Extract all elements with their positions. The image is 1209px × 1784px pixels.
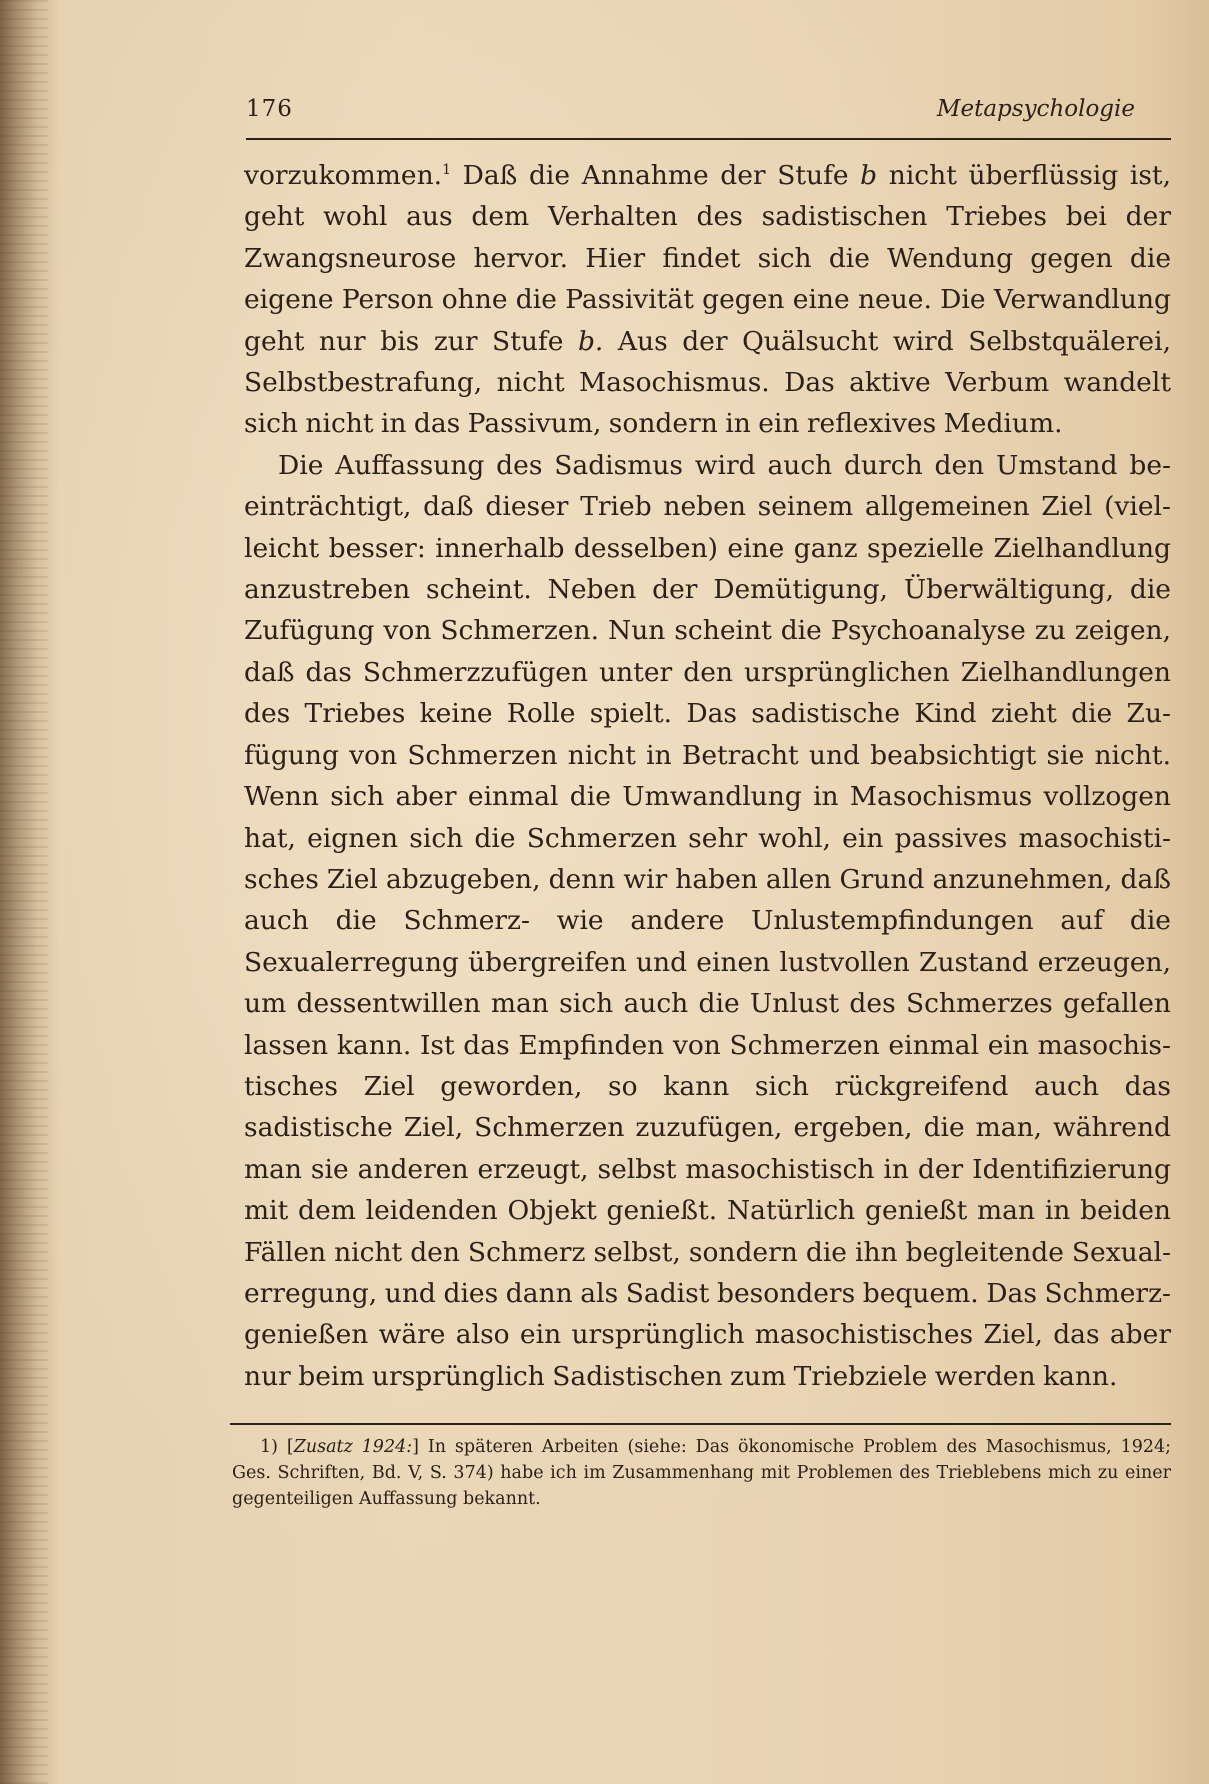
footnote-close-bracket: ]	[412, 1437, 419, 1457]
paragraph-1-start: vorzukommen.	[244, 160, 443, 191]
header-rule	[246, 138, 1171, 140]
binding-shadow	[0, 0, 48, 1784]
paragraph-1-text-b: nicht überflüssig ist, geht wohl aus dem Verhalten des sadistischen Triebes bei der Zwangsneurose hervor. Hier findet sich die Wendung gegen die eigene Person ohne die Passivität gegen eine neue. Die Verwandlung geht nur bis zur Stufe	[244, 160, 1171, 357]
paragraph-1-text-c: Aus der Quälsucht wird Selbstquälerei, Selbstbestrafung, nicht Masochismus. Das aktive Verbum wandelt sich nicht in das Passivum, sondern in ein reflexives Medium.	[244, 325, 1171, 440]
stufe-b-italic: b	[860, 160, 878, 191]
stufe-b-italic-2: b.	[577, 325, 604, 357]
footnote-marker: 1) [	[260, 1437, 294, 1457]
body-text	[244, 155, 1171, 1397]
footnote-rule	[230, 1423, 1171, 1425]
page-header	[246, 96, 1171, 132]
paragraph-2: Die Auffassung des Sadismus wird auch durch den Umstand beeinträchtigt, daß dieser Trieb neben seinem allgemeinen Ziel (vielleicht besser: innerhalb desselben) eine ganz spezielle Zielhandlung anzustreben scheint. Neben der Demütigung, Überwältigung, die Zufügung von Schmerzen. Nun scheint die Psychoanalyse zu zeigen, daß das Schmerzzufügen unter den ursprünglichen Zielhandlungen des Triebes keine Rolle spielt. Das sadistische Kind zieht die Zufügung von Schmerzen nicht in Betracht und beabsichtigt sie nicht. Wenn sich aber einmal die Umwandlung in Masochismus vollzogen hat, eignen sich die Schmerzen sehr wohl, ein passives masochistisches Ziel abzugeben, denn wir haben allen Grund anzunehmen, daß auch die Schmerz- wie andere Unlustempfindungen auf die Sexualerregung übergreifen und einen lustvollen Zustand erzeugen, um dessentwillen man sich auch die Unlust des Schmerzes gefallen lassen kann. Ist das Empfinden von Schmerzen einmal ein masochistisches Ziel geworden, so kann sich rückgreifend auch das sadistische Ziel, Schmerzen zuzufügen, ergeben, die man, während man sie anderen erzeugt, selbst masochistisch in der Identifizierung mit dem leidenden Objekt genießt. Natürlich genießt man in beiden Fällen nicht den Schmerz selbst, sondern die ihn begleitende Sexualerregung, und dies dann als Sadist besonders bequem. Das Schmerzgenießen wäre also ein ursprünglich masochistisches Ziel, das aber nur beim ursprünglich Sadistischen zum Triebziele werden kann.	[244, 449, 1171, 1392]
footnote-reference: 1	[442, 162, 451, 178]
paragraph-1-text-a: Daß die Annahme der Stufe	[451, 160, 861, 191]
footnote-addition-label: Zusatz 1924:	[293, 1437, 413, 1457]
footnote-paragraph	[232, 1434, 1171, 1512]
footnote-text: In späteren Arbeiten (siehe: Das ökonomische Problem des Masochismus, 1924; Ges. Schriften, Bd. V, S. 374) habe ich im Zusammenhang mit Problemen des Trieblebens mich zu einer gegenteiligen Auffassung bekannt.	[232, 1437, 1171, 1509]
paragraph-1	[244, 155, 1171, 445]
footnote	[232, 1434, 1171, 1512]
page-number: 176	[246, 96, 293, 122]
running-title: Metapsychologie	[936, 96, 1135, 122]
